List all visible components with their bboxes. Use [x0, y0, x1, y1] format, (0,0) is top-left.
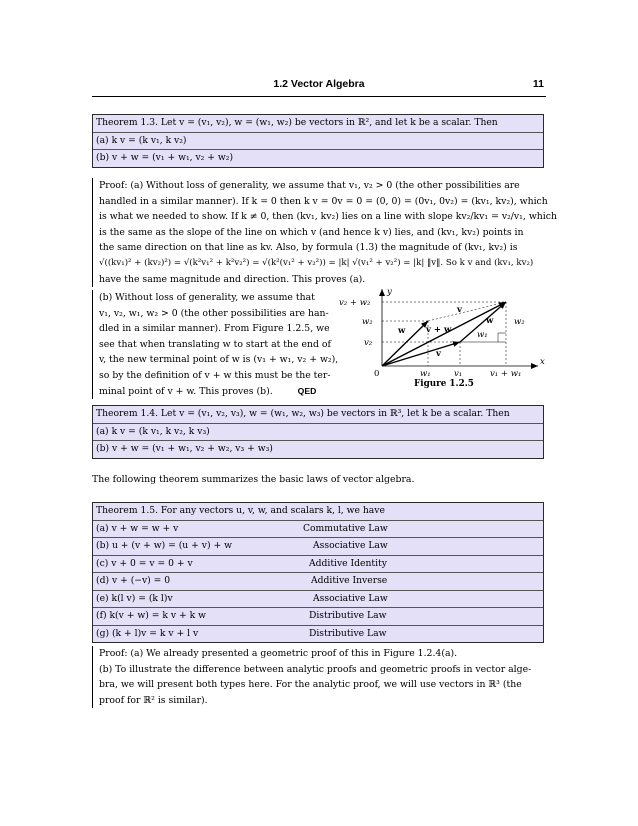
v1-axis-label: v₁	[454, 369, 463, 379]
w-right-label: w	[486, 316, 494, 326]
v-bottom-label: v	[436, 349, 441, 359]
proof-line: v, the new terminal point of w is (v₁ + w₁, v₂ + w₂),	[99, 354, 339, 366]
v2-axis-label: v₂	[364, 338, 373, 348]
proof-line: Proof: (a) We already presented a geometric proof of this in Figure 1.2.4(a).	[99, 648, 458, 659]
theorem-1-3-part-b: (b) v + w = (v₁ + w₁, v₂ + w₂)	[96, 152, 234, 163]
proof-line: the same direction on that line as kv. Also, by formula (1.3) the magnitude of (kv₁, kv₂) is	[99, 242, 518, 254]
proof-line: is the same as the slope of the line on which v (and hence k v) lies, and (kv₁, kv₂) points in	[99, 226, 524, 238]
proof-1-part-b	[92, 290, 339, 399]
w1-axis-label: w₁	[420, 369, 431, 379]
theorem-1-5-row	[93, 538, 543, 556]
origin-label: 0	[374, 369, 380, 379]
w1-right-label: w₁	[477, 330, 488, 340]
theorem-1-4-part-a: (a) k v = (k v₁, k v₂, k v₃)	[93, 424, 543, 442]
law-equation: (c) v + 0 = v = 0 + v	[96, 557, 193, 569]
proof-line: see that when translating w to start at the end of	[99, 338, 331, 350]
law-equation: (b) u + (v + w) = (u + v) + w	[96, 540, 232, 551]
page-number: 11	[532, 78, 544, 90]
theorem-1-4-box	[92, 405, 544, 459]
w2-right-label: w₂	[514, 317, 525, 327]
proof-line: handled in a similar manner). If k = 0 then k v = 0v = 0 = (0, 0) = (0v₁, 0v₂) = (kv₁, kv₂), which	[99, 195, 548, 207]
theorem-1-5-row	[93, 573, 543, 591]
law-name: Distributive Law	[309, 610, 387, 621]
w2-axis-label: w₂	[362, 317, 373, 327]
figure-caption: Figure 1.2.5	[414, 379, 474, 389]
theorem-1-3-statement: Theorem 1.3. Let v = (v₁, v₂), w = (w₁, w₂) be vectors in ℝ², and let k be a scalar. Then	[93, 115, 543, 133]
v-plus-w-label: v + w	[426, 325, 452, 335]
qed-mark: QED	[297, 385, 317, 396]
theorem-1-3-box	[92, 114, 544, 168]
proof-line: (b) Without loss of generality, we assume that	[99, 292, 315, 303]
theorem-1-5-box	[92, 502, 544, 643]
v-top-label: v	[457, 305, 462, 315]
theorem-1-5-statement: Theorem 1.5. For any vectors u, v, w, and scalars k, l, we have	[93, 503, 543, 521]
proof-line: have the same magnitude and direction. This proves (a).	[99, 273, 366, 285]
y-axis-label: y	[387, 287, 392, 297]
proof-line	[99, 384, 339, 400]
law-equation: (a) v + w = w + v	[96, 522, 179, 534]
law-name: Distributive Law	[309, 627, 387, 639]
proof-line: bra, we will present both types here. For the analytic proof, we will use vectors in ℝ³ (the	[99, 679, 522, 691]
proof-line: (b) To illustrate the difference between analytic proofs and geometric proofs in vector alge-	[99, 663, 532, 675]
proof-line: is what we needed to show. If k ≠ 0, then (kv₁, kv₂) lies on a line with slope kv₂/kv₁ = v₂/v₁, which	[99, 211, 557, 223]
proof-line: v₁, v₂, w₁, w₂ > 0 (the other possibilities are han-	[99, 307, 329, 319]
theorem-1-5-row	[93, 626, 543, 643]
proof-line: so by the definition of v + w this must be the ter-	[99, 369, 331, 381]
law-name: Associative Law	[313, 540, 388, 551]
w-left-label: w	[398, 326, 406, 336]
x-axis-label: x	[540, 357, 545, 367]
law-name: Associative Law	[313, 592, 388, 604]
section-title: 1.2 Vector Algebra	[273, 78, 365, 90]
figure-1-2-5	[338, 285, 548, 390]
header-rule	[92, 96, 546, 97]
law-name: Commutative Law	[303, 522, 388, 534]
proof-line: Proof: (a) Without loss of generality, we assume that v₁, v₂ > 0 (the other possibilities are	[99, 180, 520, 191]
summary-sentence: The following theorem summarizes the basic laws of vector algebra.	[92, 474, 415, 485]
law-equation: (e) k(l v) = (k l)v	[96, 592, 173, 604]
running-header	[92, 74, 546, 94]
theorem-1-4-part-b: (b) v + w = (v₁ + w₁, v₂ + w₂, v₃ + w₃)	[96, 443, 273, 454]
law-name: Additive Identity	[309, 557, 387, 569]
law-equation: (f) k(v + w) = k v + k w	[96, 610, 206, 621]
vector-addition-diagram	[338, 285, 548, 380]
proof-1-part-a	[92, 178, 557, 287]
proof-2	[92, 646, 546, 708]
theorem-1-5-row	[93, 591, 543, 609]
v1-plus-w1-label: v₁ + w₁	[490, 369, 522, 379]
proof-line: dled in a similar manner). From Figure 1.2.5, we	[99, 323, 330, 335]
law-equation: (g) (k + l)v = k v + l v	[96, 627, 199, 639]
proof-line-text: minal point of v + w. This proves (b).	[99, 385, 273, 397]
theorem-1-3-part-a: (a) k v = (k v₁, k v₂)	[93, 133, 543, 151]
law-name: Additive Inverse	[311, 575, 388, 586]
theorem-1-5-row	[93, 521, 543, 539]
proof-line: √((kv₁)² + (kv₂)²) = √(k²v₁² + k²v₂²) = √(k²(v₁² + v₂²)) = |k| √(v₁² + v₂²) = |k| ‖v‖. So k v and (kv₁, kv₂)	[99, 257, 534, 268]
proof-line: proof for ℝ² is similar).	[99, 694, 208, 706]
v2-plus-w2-label: v₂ + w₂	[339, 298, 371, 308]
theorem-1-5-row	[93, 608, 543, 626]
theorem-1-4-statement: Theorem 1.4. Let v = (v₁, v₂, v₃), w = (w₁, w₂, w₃) be vectors in ℝ³, let k be a scalar. Then	[93, 406, 543, 424]
law-equation: (d) v + (−v) = 0	[96, 575, 171, 586]
theorem-1-5-row	[93, 556, 543, 574]
